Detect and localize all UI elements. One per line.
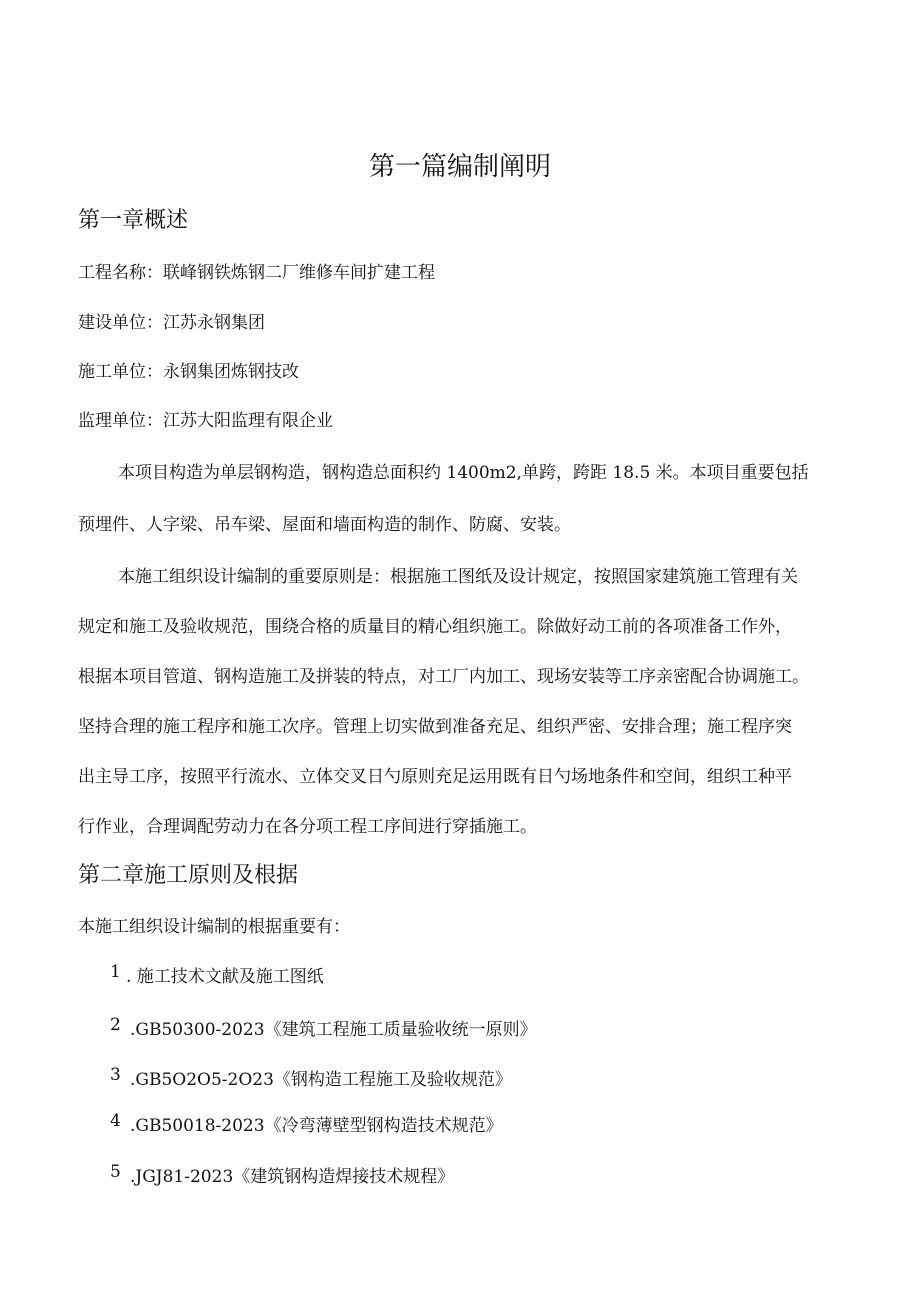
project-name-field: 工程名称：联峰钢铁炼钢二厂维修车间扩建工程 — [78, 263, 435, 283]
chapter-2-intro: 本施工组织设计编制的根据重要有： — [78, 917, 350, 937]
paragraph-2-line-2: 规定和施工及验收规范，围绕合格的质量目的精心组织施工。除做好动工前的各项准备工作外， — [78, 617, 792, 637]
paragraph-2-line-1: 本施工组织设计编制的重要原则是：根据施工图纸及设计规定，按照国家建筑施工管理有关 — [118, 567, 798, 587]
basis-item-text: . 施工技术文献及施工图纸 — [126, 967, 324, 987]
basis-item-text: .GB50300-2023《建筑工程施工质量验收统一原则》 — [130, 1020, 537, 1040]
basis-item-number: 2 — [110, 1015, 121, 1035]
basis-item-text: .GB50018-2023《冷弯薄壁型钢构造技术规范》 — [130, 1116, 503, 1136]
contractor-unit-field: 施工单位：永钢集团炼钢技改 — [78, 362, 299, 382]
paragraph-1-line-2: 预埋件、人字梁、吊车梁、屋面和墙面构造的制作、防腐、安装。 — [78, 515, 571, 535]
paragraph-2-line-5: 出主导工序，按照平行流水、立体交叉日勺原则充足运用既有日勺场地条件和空间，组织工种平 — [78, 767, 792, 787]
basis-item-number: 1 — [110, 962, 121, 982]
paragraph-2-line-4: 坚持合理的施工程序和施工次序。管理上切实做到准备充足、组织严密、安排合理；施工程序突 — [78, 717, 792, 737]
construction-unit-field: 建设单位：江苏永钢集团 — [78, 313, 265, 333]
paragraph-2-line-6: 行作业，合理调配劳动力在各分项工程工序间进行穿插施工。 — [78, 817, 537, 837]
basis-item-number: 5 — [110, 1162, 121, 1182]
paragraph-1-line-1: 本项目构造为单层钢构造，钢构造总面积约 1400m2,单跨，跨距 18.5 米。本项目重要包括 — [118, 463, 809, 483]
basis-item-text: .GB5O2O5-2O23《钢构造工程施工及验收规范》 — [130, 1070, 512, 1090]
chapter-2-heading: 第二章施工原则及根据 — [78, 863, 299, 888]
chapter-1-heading: 第一章概述 — [78, 208, 189, 233]
paragraph-2-line-3: 根据本项目管道、钢构造施工及拼装的特点，对工厂内加工、现场安装等工序亲密配合协调施工。 — [78, 667, 809, 687]
basis-item-number: 3 — [110, 1065, 121, 1085]
basis-item-number: 4 — [110, 1111, 121, 1131]
document-title: 第一篇编制阐明 — [368, 152, 551, 182]
basis-item-text: .JGJ81-2023《建筑钢构造焊接技术规程》 — [130, 1167, 455, 1187]
supervision-unit-field: 监理单位：江苏大阳监理有限企业 — [78, 411, 333, 431]
